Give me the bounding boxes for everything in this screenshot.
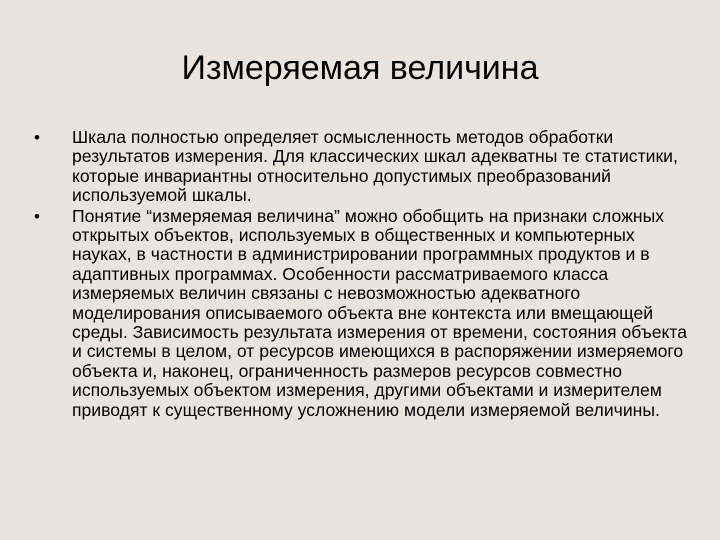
bullet-text: Понятие “измеряемая величина” можно обобщить на признаки сложных открытых объектов, используемых в общественных и компьютерных науках, в частности в администрировании программных продуктов и в адаптивных программах. Особенности рассматриваемого класса измеряемых величин связаны с невозможностью адекватного моделирования описываемого объекта вне контекста или вмещающей среды. Зависимость результата измерения от времени, состояния объекта и системы в целом, от ресурсов имеющихся в распоряжении измеряемого объекта и, наконец, ограниченность размеров ресурсов совместно используемых объектом измерения, другими объектами и измерителем приводят к существенному усложнению модели измеряемой величины. bbox=[72, 205, 688, 420]
slide-title: Измеряемая величина bbox=[181, 49, 539, 87]
bullet-icon: • bbox=[34, 128, 40, 147]
bullet-list bbox=[30, 128, 690, 421]
bullet-item-2 bbox=[30, 207, 690, 420]
bullet-text: Шкала полностью определяет осмысленность методов обработки результатов измерения. Для классических шкал адекватны те статистики, которые инвариантны относительно допустимых преобразований используемой шкалы. bbox=[72, 127, 678, 206]
bullet-item-1 bbox=[30, 128, 690, 206]
bullet-icon: • bbox=[34, 206, 40, 226]
